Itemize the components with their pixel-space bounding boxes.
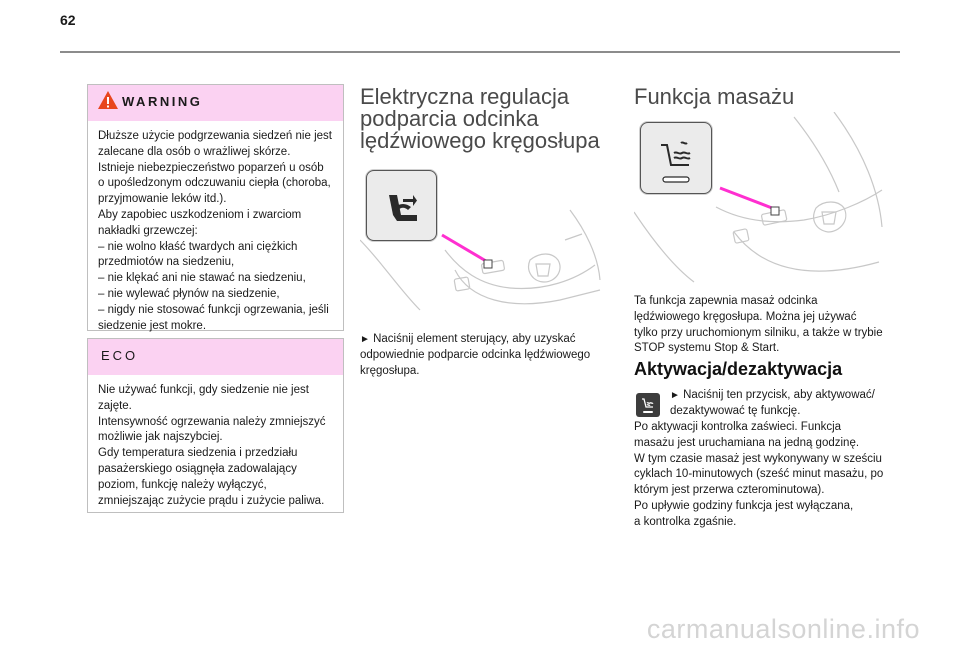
detail-line: cyklach 10-minutowych (sześć minut masażu, po <box>634 468 884 481</box>
text-line: Intensywność ogrzewania należy zmniejszyć <box>98 415 326 428</box>
activation-details <box>634 420 904 531</box>
intro-line: Ta funkcja zapewnia masaż odcinka <box>634 295 818 307</box>
text-line: pasażerskiego osiągnęła zadowalający <box>98 462 297 475</box>
intro-line: tylko przy uruchomionym silniku, a także w trybie <box>634 326 883 339</box>
bullet-arrow-icon: ► <box>360 334 370 345</box>
text-line: przyjmowanie leków itd.). <box>98 193 227 206</box>
page-number: 62 <box>60 12 76 28</box>
eco-box <box>87 338 344 513</box>
massage-small-icon <box>636 393 660 417</box>
detail-line: Po upływie godziny funkcja jest wyłączana, <box>634 499 854 512</box>
detail-line: którym jest przerwa czterominutowa). <box>634 484 825 497</box>
activation-lead <box>670 388 900 420</box>
lead-line: dezaktywować tę funkcję. <box>670 404 801 417</box>
warning-header <box>88 85 343 121</box>
detail-line: a kontrolka zgaśnie. <box>634 515 737 528</box>
text-line: Gdy temperatura siedzenia i przedziału <box>98 447 298 460</box>
header-rule <box>60 51 900 53</box>
text-line: o upośledzonym odczuwaniu ciepła (choroba, <box>98 177 331 190</box>
heading-line: podparcia odcinka <box>360 106 539 131</box>
detail-line: Po aktywacji kontrolka zaświeci. Funkcja <box>634 421 842 433</box>
text-line: zmniejszając zużycie prądu i zużycie paliwa. <box>98 494 325 507</box>
text-line: zalecane dla osób o wrażliwej skórze. <box>98 145 291 158</box>
massage-seat-icon <box>641 123 711 193</box>
massage-button-icon-tile <box>640 122 712 194</box>
bullet-arrow-icon: ► <box>670 390 680 401</box>
warning-triangle-icon <box>97 90 119 110</box>
text-line: Istnieje niebezpieczeństwo poparzeń u osób <box>98 161 324 174</box>
detail-line: W tym czasie masaż jest wykonywany w sześciu <box>634 452 882 465</box>
text-line: Aby zapobiec uszkodzeniom i zwarciom <box>98 208 302 221</box>
text-line: – nie klękać ani nie stawać na siedzeniu, <box>98 272 306 285</box>
warning-title: WARNING <box>122 94 203 109</box>
watermark: carmanualsonline.info <box>646 614 920 644</box>
text-line: przedmiotów na siedzeniu, <box>98 256 235 269</box>
eco-header <box>88 339 343 375</box>
text-line: poziom, funkcję należy wyłączyć, <box>98 478 267 491</box>
lumbar-button-icon-tile <box>366 170 437 241</box>
warning-box <box>87 84 344 331</box>
eco-title: ECO <box>101 348 139 363</box>
heading-line: lędźwiowego kręgosłupa <box>360 128 600 153</box>
massage-intro <box>634 294 894 357</box>
text-line: Dłuższe użycie podgrzewania siedzeń nie jest <box>98 130 332 142</box>
lumbar-instruction <box>360 332 600 379</box>
heading-line: Elektryczna regulacja <box>360 84 570 109</box>
intro-line: lędźwiowego kręgosłupa. Można jej używać <box>634 310 857 323</box>
instruction-line: kręgosłupa. <box>360 364 420 377</box>
text-line: – nigdy nie stosować funkcji ogrzewania, jeśli <box>98 303 329 316</box>
detail-line: masażu jest uruchamiana na jedną godzinę. <box>634 436 860 449</box>
text-line: możliwie jak najszybciej. <box>98 431 223 444</box>
warning-text <box>88 121 343 343</box>
text-line: siedzenie jest mokre. <box>98 319 207 332</box>
instruction-line: odpowiednie podparcie odcinka lędźwiowego <box>360 348 591 361</box>
massage-heading: Funkcja masażu <box>634 84 795 109</box>
lumbar-heading <box>360 86 600 152</box>
intro-line: STOP systemu Stop & Start. <box>634 342 780 355</box>
text-line: zajęte. <box>98 399 132 412</box>
instruction-line: ► Naciśnij element sterujący, aby uzyskać <box>360 333 576 345</box>
eco-text <box>88 375 343 518</box>
text-line: – nie wolno kłaść twardych ani ciężkich <box>98 240 298 253</box>
text-line: nakładki grzewczej: <box>98 224 198 237</box>
text-line: – nie wylewać płynów na siedzenie, <box>98 287 280 300</box>
text-line: Nie używać funkcji, gdy siedzenie nie jest <box>98 384 309 396</box>
massage-button-icon <box>636 393 660 417</box>
lead-line: ► Naciśnij ten przycisk, aby aktywować/ <box>670 389 875 401</box>
activation-heading: Aktywacja/dezaktywacja <box>634 359 843 379</box>
lumbar-support-icon <box>367 171 436 240</box>
